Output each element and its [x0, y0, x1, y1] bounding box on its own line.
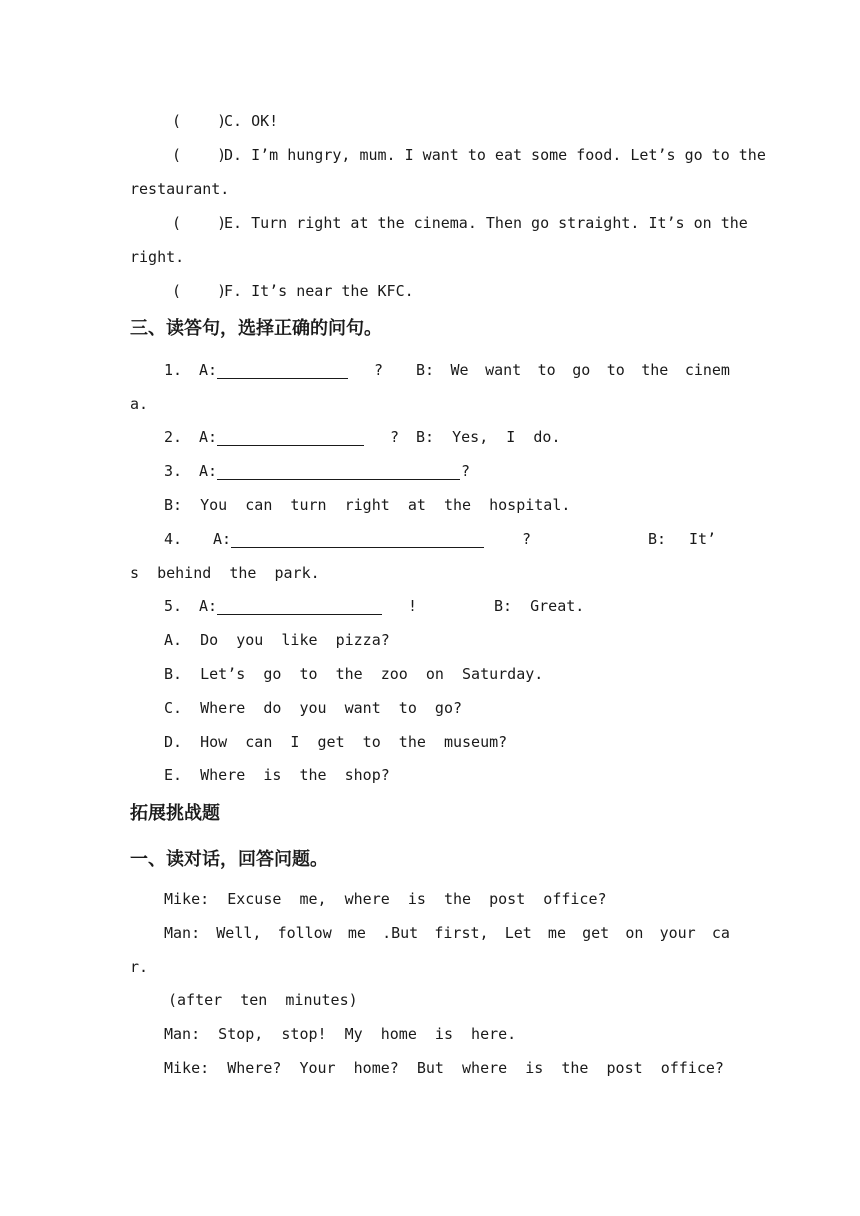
option-c-text: C. OK! [224, 112, 279, 130]
q3-b-sentence: B: You can turn right at the hospital. [164, 496, 571, 514]
option-d-text: D. I’m hungry, mum. I want to eat some food. Let’s go to the [224, 146, 766, 164]
word: .But [382, 924, 419, 942]
word: your [659, 924, 696, 942]
q4-answer-blank[interactable] [231, 529, 484, 548]
dialogue-line-2-continuation: r. [130, 958, 149, 976]
choice-a: A. Do you like pizza? [164, 631, 390, 649]
extension-heading: 拓展挑战题 [130, 803, 220, 824]
q3-number: 3. [164, 462, 183, 480]
q4-a-label: A: [213, 530, 232, 548]
q4-question-mark: ? [522, 530, 532, 548]
word: Let [504, 924, 532, 942]
word: Man: [164, 924, 201, 942]
extension-sub-heading: 一、读对话，回答问题。 [130, 849, 328, 870]
word: me [347, 924, 366, 942]
q2-b-sentence: B: Yes, I do. [416, 428, 561, 446]
word: the [641, 361, 669, 379]
q1-answer-blank[interactable] [217, 360, 348, 379]
q4-b-text: It’ [689, 530, 717, 548]
q5-a-label: A: [199, 597, 218, 615]
word: follow [277, 924, 332, 942]
section-3-heading: 三、读答句，选择正确的问句。 [130, 318, 382, 339]
q4-b-label: B: [648, 530, 667, 548]
word: on [625, 924, 644, 942]
word: to [537, 361, 556, 379]
q2-number: 2. [164, 428, 183, 446]
word: We [450, 361, 469, 379]
word: ca [711, 924, 730, 942]
q1-number: 1. [164, 361, 183, 379]
dialogue-line-4: Man: Stop, stop! My home is here. [164, 1025, 517, 1043]
option-c-paren: ( ) [172, 112, 227, 130]
word: get [582, 924, 610, 942]
q2-question-mark: ? [390, 428, 400, 446]
choice-d: D. How can I get to the museum? [164, 733, 508, 751]
q1-b-sentence [416, 353, 730, 387]
word: cinem [684, 361, 730, 379]
q5-number: 5. [164, 597, 183, 615]
q3-question-mark: ? [461, 462, 471, 480]
q2-answer-blank[interactable] [217, 427, 364, 446]
option-e-paren: ( ) [172, 214, 227, 232]
word: go [572, 361, 591, 379]
option-e-continuation: right. [130, 248, 185, 266]
word: want [485, 361, 522, 379]
option-f-paren: ( ) [172, 282, 227, 300]
q3-answer-blank[interactable] [217, 461, 460, 480]
q5-b-sentence: B: Great. [494, 597, 585, 615]
choice-c: C. Where do you want to go? [164, 699, 463, 717]
dialogue-line-1: Mike: Excuse me, where is the post office? [164, 890, 607, 908]
word: Well, [216, 924, 262, 942]
q5-answer-blank[interactable] [217, 596, 382, 615]
q1-a-label: A: [199, 361, 218, 379]
q5-exclamation: ! [408, 597, 418, 615]
q2-a-label: A: [199, 428, 218, 446]
dialogue-line-3: (after ten minutes) [168, 991, 358, 1009]
q3-a-label: A: [199, 462, 218, 480]
q1-continuation: a. [130, 395, 149, 413]
choice-b: B. Let’s go to the zoo on Saturday. [164, 665, 544, 683]
option-f-text: F. It’s near the KFC. [224, 282, 414, 300]
choice-e: E. Where is the shop? [164, 766, 390, 784]
word: to [606, 361, 625, 379]
q4-continuation: s behind the park. [130, 564, 320, 582]
dialogue-line-2 [164, 916, 730, 950]
word: first, [434, 924, 489, 942]
option-d-continuation: restaurant. [130, 180, 230, 198]
q4-number: 4. [164, 530, 183, 548]
dialogue-line-5: Mike: Where? Your home? But where is the post office? [164, 1059, 724, 1077]
word: me [547, 924, 566, 942]
option-e-text: E. Turn right at the cinema. Then go straight. It’s on the [224, 214, 748, 232]
word: B: [416, 361, 435, 379]
q1-question-mark: ? [374, 361, 384, 379]
option-d-paren: ( ) [172, 146, 227, 164]
